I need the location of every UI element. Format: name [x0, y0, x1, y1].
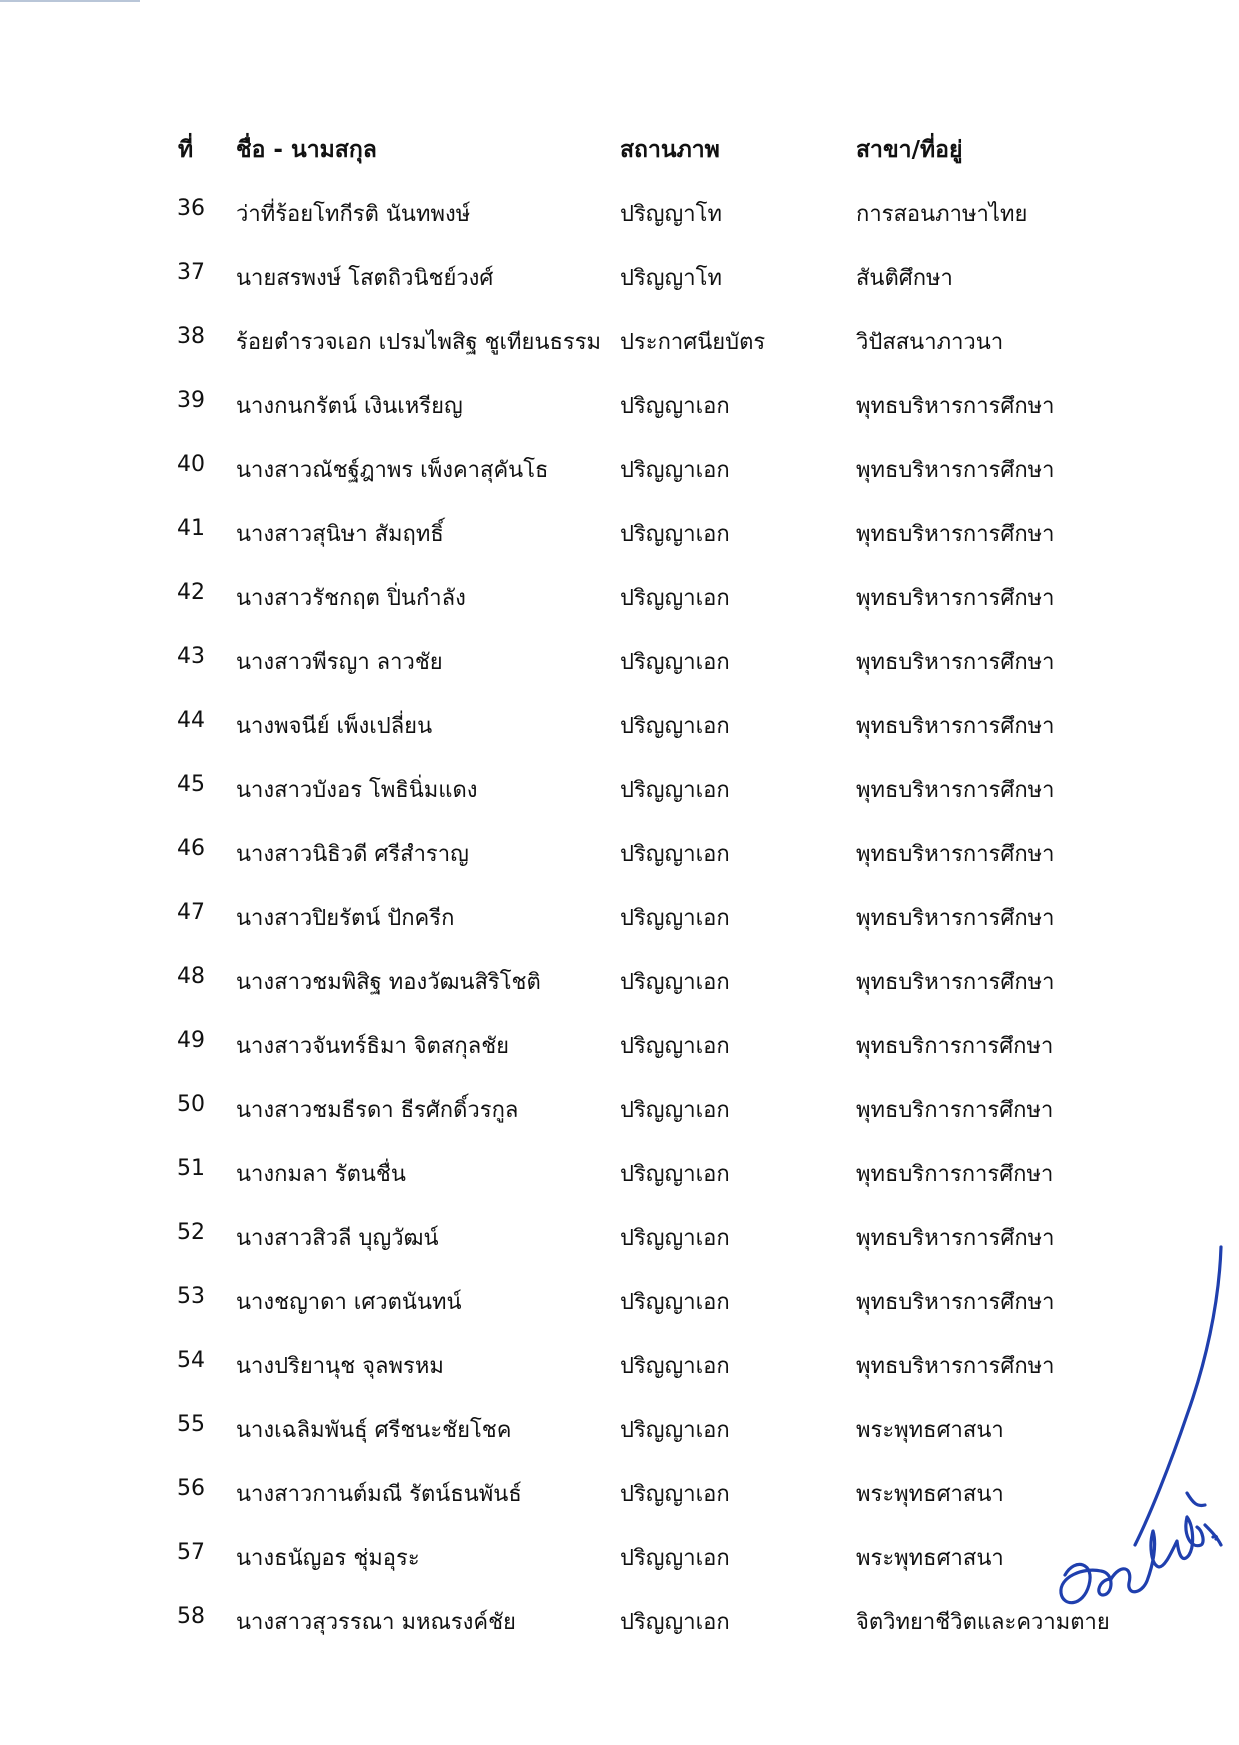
row-name: นางสาวจันทร์ธิมา จิตสกุลชัย	[236, 1034, 510, 1059]
row-status: ปริญญาเอก	[620, 1290, 730, 1315]
row-status: ปริญญาเอก	[620, 1226, 730, 1251]
list-row	[0, 1398, 1239, 1462]
row-major: พระพุทธศาสนา	[856, 1546, 1004, 1571]
row-no: 46	[177, 836, 205, 861]
row-status: ปริญญาเอก	[620, 778, 730, 803]
row-major: พุทธบริหารการศึกษา	[856, 1226, 1055, 1251]
row-major: สันติศึกษา	[856, 266, 953, 291]
row-major: พุทธบริการการศึกษา	[856, 1098, 1054, 1123]
row-status: ปริญญาเอก	[620, 842, 730, 867]
row-no: 56	[177, 1476, 205, 1501]
row-no: 42	[177, 580, 205, 605]
row-major: พุทธบริหารการศึกษา	[856, 842, 1055, 867]
list-row	[0, 886, 1239, 950]
row-status: ปริญญาเอก	[620, 714, 730, 739]
list-row	[0, 758, 1239, 822]
row-no: 37	[177, 260, 205, 285]
list-row	[0, 1078, 1239, 1142]
row-major: การสอนภาษาไทย	[856, 202, 1028, 227]
row-name: นางสาวณัชฐ์ฎาพร เพ็งคาสุคันโธ	[236, 458, 549, 483]
row-major: พุทธบริหารการศึกษา	[856, 970, 1055, 995]
row-major: พุทธบริหารการศึกษา	[856, 1354, 1055, 1379]
row-major: พุทธบริการการศึกษา	[856, 1034, 1054, 1059]
row-major: จิตวิทยาชีวิตและความตาย	[856, 1610, 1110, 1635]
row-status: ปริญญาเอก	[620, 1418, 730, 1443]
row-status: ปริญญาเอก	[620, 586, 730, 611]
row-name: นางสาวปิยรัตน์ ปักครีก	[236, 906, 455, 931]
row-name: นางสาวพีรญา ลาวชัย	[236, 650, 443, 675]
list-header	[0, 118, 1239, 182]
row-status: ปริญญาเอก	[620, 1546, 730, 1571]
row-no: 58	[177, 1604, 205, 1629]
row-name: นางสาวรัชกฤต ปิ่นกำลัง	[236, 586, 466, 611]
row-major: พุทธบริหารการศึกษา	[856, 778, 1055, 803]
row-status: ปริญญาเอก	[620, 1482, 730, 1507]
row-no: 47	[177, 900, 205, 925]
header-status: สถานภาพ	[620, 137, 720, 163]
row-no: 57	[177, 1540, 205, 1565]
row-name: นางชญาดา เศวตนันทน์	[236, 1290, 462, 1315]
row-status: ปริญญาเอก	[620, 1162, 730, 1187]
row-status: ปริญญาเอก	[620, 522, 730, 547]
list-row	[0, 822, 1239, 886]
row-name: นางสาวสิวลี บุญวัฒน์	[236, 1226, 439, 1251]
list-row	[0, 950, 1239, 1014]
row-no: 51	[177, 1156, 205, 1181]
row-no: 54	[177, 1348, 205, 1373]
row-major: พุทธบริการการศึกษา	[856, 1162, 1054, 1187]
list-row	[0, 1334, 1239, 1398]
row-name: นางสาวสุวรรณา มหณรงค์ชัย	[236, 1610, 516, 1635]
list-row	[0, 566, 1239, 630]
row-major: พุทธบริหารการศึกษา	[856, 394, 1055, 419]
list-rows	[0, 182, 1239, 1654]
list-row	[0, 310, 1239, 374]
row-name: นางพจนีย์ เพ็งเปลี่ยน	[236, 714, 433, 739]
row-no: 39	[177, 388, 205, 413]
row-no: 38	[177, 324, 205, 349]
row-no: 36	[177, 196, 205, 221]
row-status: ปริญญาเอก	[620, 1034, 730, 1059]
member-list	[0, 118, 1239, 1654]
list-row	[0, 630, 1239, 694]
row-major: พระพุทธศาสนา	[856, 1418, 1004, 1443]
row-name: ว่าที่ร้อยโทกีรติ นันทพงษ์	[236, 202, 471, 227]
row-no: 53	[177, 1284, 205, 1309]
row-no: 44	[177, 708, 205, 733]
row-name: นางสาวชมพิสิฐ ทองวัฒนสิริโชติ	[236, 970, 541, 995]
row-status: ปริญญาโท	[620, 202, 722, 227]
row-status: ปริญญาเอก	[620, 458, 730, 483]
row-name: นางกนกรัตน์ เงินเหรียญ	[236, 394, 463, 419]
handwritten-signature	[1055, 1245, 1235, 1625]
list-row	[0, 1526, 1239, 1590]
row-name: นางสาวสุนิษา สัมฤทธิ์	[236, 522, 444, 547]
row-status: ปริญญาเอก	[620, 394, 730, 419]
row-status: ปริญญาเอก	[620, 1098, 730, 1123]
row-major: วิปัสสนาภาวนา	[856, 330, 1004, 355]
list-row	[0, 1590, 1239, 1654]
list-row	[0, 182, 1239, 246]
row-name: นางกมลา รัตนชื่น	[236, 1162, 406, 1187]
list-row	[0, 502, 1239, 566]
row-name: นางสาวกานต์มณี รัตน์ธนพันธ์	[236, 1482, 522, 1507]
row-no: 43	[177, 644, 205, 669]
row-name: นางเฉลิมพันธุ์ ศรีชนะชัยโชค	[236, 1418, 512, 1443]
row-status: ปริญญาเอก	[620, 906, 730, 931]
header-major: สาขา/ที่อยู่	[856, 137, 963, 163]
row-status: ประกาศนียบัตร	[620, 330, 766, 355]
header-no: ที่	[178, 137, 194, 163]
row-no: 40	[177, 452, 205, 477]
row-no: 48	[177, 964, 205, 989]
row-name: นางสาวชมธีรดา ธีรศักดิ์วรกูล	[236, 1098, 519, 1123]
row-name: นางสาวนิธิวดี ศรีสำราญ	[236, 842, 469, 867]
row-status: ปริญญาเอก	[620, 970, 730, 995]
row-name: นางธนัญอร ชุ่มอุระ	[236, 1546, 420, 1571]
row-major: พุทธบริหารการศึกษา	[856, 1290, 1055, 1315]
row-no: 52	[177, 1220, 205, 1245]
list-row	[0, 1462, 1239, 1526]
scan-edge	[0, 0, 140, 2]
row-no: 50	[177, 1092, 205, 1117]
list-row	[0, 1206, 1239, 1270]
row-status: ปริญญาเอก	[620, 650, 730, 675]
row-no: 49	[177, 1028, 205, 1053]
list-row	[0, 246, 1239, 310]
list-row	[0, 374, 1239, 438]
row-major: พุทธบริหารการศึกษา	[856, 586, 1055, 611]
row-major: พระพุทธศาสนา	[856, 1482, 1004, 1507]
row-name: ร้อยตำรวจเอก เปรมไพสิฐ ชูเทียนธรรม	[236, 330, 602, 355]
row-major: พุทธบริหารการศึกษา	[856, 650, 1055, 675]
list-row	[0, 1014, 1239, 1078]
row-no: 45	[177, 772, 205, 797]
list-row	[0, 1270, 1239, 1334]
row-status: ปริญญาโท	[620, 266, 722, 291]
list-row	[0, 694, 1239, 758]
row-name: นายสรพงษ์ โสตถิวนิชย์วงศ์	[236, 266, 494, 291]
row-major: พุทธบริหารการศึกษา	[856, 458, 1055, 483]
header-name: ชื่อ - นามสกุล	[236, 137, 377, 163]
row-no: 55	[177, 1412, 205, 1437]
list-row	[0, 1142, 1239, 1206]
row-name: นางสาวบังอร โพธินิ่มแดง	[236, 778, 478, 803]
row-major: พุทธบริหารการศึกษา	[856, 714, 1055, 739]
row-no: 41	[177, 516, 205, 541]
row-status: ปริญญาเอก	[620, 1354, 730, 1379]
row-major: พุทธบริหารการศึกษา	[856, 522, 1055, 547]
list-row	[0, 438, 1239, 502]
row-major: พุทธบริหารการศึกษา	[856, 906, 1055, 931]
row-status: ปริญญาเอก	[620, 1610, 730, 1635]
row-name: นางปริยานุช จุลพรหม	[236, 1354, 444, 1379]
